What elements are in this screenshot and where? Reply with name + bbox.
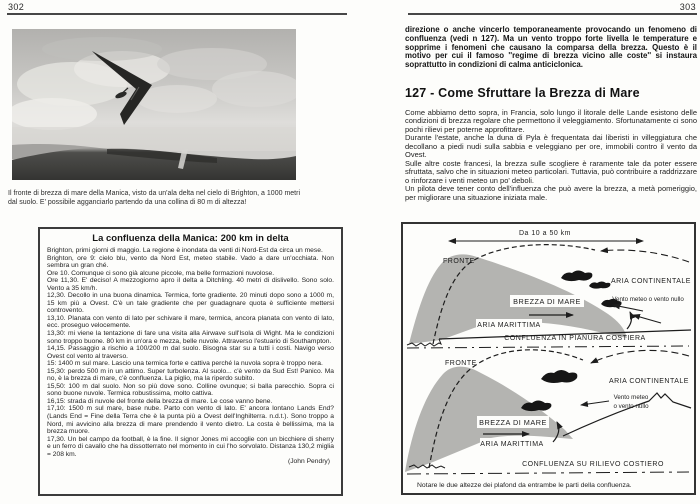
page-number-left: 302	[8, 2, 25, 12]
confluence-label-bottom: CONFLUENZA SU RILIEVO COSTIERO	[522, 461, 664, 468]
front-label-top: FRONTE	[443, 258, 475, 265]
breeze-label-top: BREZZA DI MARE	[513, 297, 581, 306]
photo-caption: Il fronte di brezza di mare della Manica, visto da un'ala delta nel cielo di Brighton, a 1000 metri dal suolo. E' possibile agganciarlo partendo da una collina di 80 m di altezza!	[8, 190, 300, 206]
page-number-right: 303	[679, 2, 696, 12]
wind-arrow	[581, 401, 609, 405]
continental-flow-arrow	[601, 250, 689, 262]
confluence-label-top: CONFLUENZA IN PIANURA COSTIERA	[504, 335, 646, 342]
wind-arrow	[613, 305, 643, 311]
photo-clouds	[12, 37, 296, 151]
breeze-label-bottom: BREZZA DI MARE	[479, 418, 547, 427]
diary-entry: 13,30: mi viene la tentazione di fare una visita alla Airwave sull'Isola di Wight. Ma le condizioni sono troppo buone. 80 km in un'ora e mezza, belle nuvole. Attraverso l'estuario di Southampton.	[47, 330, 334, 345]
continental-flow-arrow	[591, 350, 689, 363]
baseline-dashed	[407, 346, 689, 348]
body-text	[405, 109, 697, 202]
baseline-dashed	[407, 472, 689, 474]
author-signature: (John Pendry)	[287, 458, 330, 466]
wind-label-bottom-1: Vento meteo	[613, 394, 649, 401]
diary-entry: 14,15. Passaggio a rischio a 100/200 m dal suolo. Bisogna star su a tutti i costi. Navigo verso Ovest col vento al traverso.	[47, 345, 334, 360]
body-paragraph: Un pilota deve tener conto dell'influenza che può avere la brezza, a metà pomeriggio, per migliorare una situazione iniziata male.	[405, 184, 697, 202]
cloud-icon	[521, 370, 577, 411]
diary-entry: 17,10: 1500 m sul mare, base nube. Parto con vento di lato. E' ancora lontano Lands End? (Lands End = Fine della Terra che è la punta più a Ovest dell'Inghilterra. n.d.t.). Sono troppo a Nord, mi avvicino alla brezza di mare prendendo il vento dietro. La costa è bellissima, ma la brezza muore.	[47, 405, 334, 436]
diary-entry: 13,10. Planata con vento di lato per schivare il mare, termica, ancora planata con vento di lato, ecc. proseguo velocemente.	[47, 314, 334, 330]
story-box	[38, 227, 343, 496]
intro-paragraph: direzione o anche vincerlo temporaneamente provocando un fenomeno di confluenza (vedi n 127). Ma un vento troppo forte livella le temperature e sopprime i fenomeni che causano la comparsa della brezza. Questo è il motivo per cui il famoso ''regime di brezza vicino alle coste'' si instaura soprattutto in condizioni di calma anticiclonica.	[405, 25, 697, 70]
diary-entry: 15: 1400 m sul mare. Lascio una termica forte e cattiva perché la nuvola sopra è troppo nera.	[47, 360, 323, 368]
continental-air-label-bottom: ARIA CONTINENTALE	[609, 378, 689, 385]
body-paragraph: Durante l'estate, anche la duna di Pyla è frequentata dai liberisti in villeggiatura che decollano a piedi nudi sulla sabbia e veleggiano per ore, immobili contro il vento da Ovest.	[405, 133, 697, 160]
front-label-bottom: FRONTE	[445, 360, 477, 367]
wind-label-top: Vento meteo o vento nullo	[612, 296, 684, 303]
scale-label: Da 10 a 50 km	[518, 230, 572, 237]
sea-breeze-diagram	[403, 224, 692, 491]
diagram-coastal-relief	[405, 350, 691, 474]
diagram-coastal-plain	[407, 230, 691, 348]
diary-entry: Ore 10. Comunque ci sono già alcune piccole, ma belle formazioni nuvolose.	[47, 269, 275, 277]
header-rule-right	[408, 13, 697, 15]
convergence-updraft-arrow	[627, 312, 631, 329]
figure-caption: Notare le due altezze dei plafond da entrambe le parti della confluenza.	[417, 482, 632, 489]
maritime-air-label-bottom: ARIA MARITTIMA	[480, 441, 544, 448]
diary-entry: 12,30. Decollo in una buona dinamica. Termica, forte gradiente. 20 minuti dopo sono a 1000 m, 15 km più a Ovest. C'è un tale gradiente che per guadagnare quota è sufficiente mettersi controvento.	[47, 292, 334, 315]
sea-breeze-figure	[401, 222, 696, 495]
maritime-air-label-top: ARIA MARITTIMA	[477, 322, 541, 329]
wind-arrow	[633, 315, 661, 323]
body-paragraph: Come abbiamo detto sopra, in Francia, solo lungo il litorale delle Lande esistono delle condizioni di brezza regolare che permettono il veleggiamento. Sfortunatamente ci sono pochi rilievi per poterne approfittare.	[405, 108, 697, 134]
diary-entry: Ore 11,30. E' deciso! A mezzogiorno apro il delta a Ditchling. 40 metri di dislivello. Sono solo. Vento a 35 km/h.	[47, 277, 334, 292]
diary-entry: 15,30: perdo 500 m in un attimo. Super turbolenza. Al suolo... c'è vento da Sud Est! Panico. Ma no, è la brezza di mare, c'è confluenza. La piglio, ma la riperdo subito.	[47, 367, 334, 383]
hang-glider-photo	[12, 29, 296, 180]
diary-entry: 15,50: 100 m dal suolo. Non so più dove sono. Colline ovunque; si balla parecchio. Sopra ci sono buone nuvole. Termica robustissima, molto cattiva.	[47, 382, 334, 398]
hang-glider-photo-art	[12, 29, 296, 180]
body-paragraph: Sulle altre coste francesi, la brezza sulle scogliere è raramente tale da poter essere sfruttata, salvo che in situazioni meteo particolari. Tuttavia, può contribuire a raddrizzare o rinforzare i venti meteo un po' deboli.	[405, 158, 697, 185]
diary-entry: Brighton, primi giorni di maggio. La regione è inondata da venti di Nord-Est da circa un mese.	[47, 247, 323, 254]
continental-air-label-top: ARIA CONTINENTALE	[611, 278, 691, 285]
diary-entry: 16,15: strada di nuvole del fronte della brezza di mare. Le cose vanno bene.	[47, 397, 273, 405]
story-box-title: La confluenza della Manica: 200 km in delta	[92, 233, 289, 244]
diary-entry: Brighton, ore 9: cielo blu, vento da Nord Est, meteo stabile. Vado a dare un'occhiata. Non sembra un gran ché.	[47, 254, 334, 270]
diary-entry: 17,30. Un bel campo da football, è la fine. Il signor Jones mi accoglie con un bicchiere di sherry e un ferro di cavallo che ha dissotterrato nel momento in cui l'ho sorvolato. Distanza 130,2 miglia = 208 km.	[47, 435, 334, 458]
header-rule-left	[7, 13, 347, 15]
section-heading: 127 - Come Sfruttare la Brezza di Mare	[405, 86, 640, 100]
wind-label-bottom-2: o vento nullo	[613, 403, 649, 410]
